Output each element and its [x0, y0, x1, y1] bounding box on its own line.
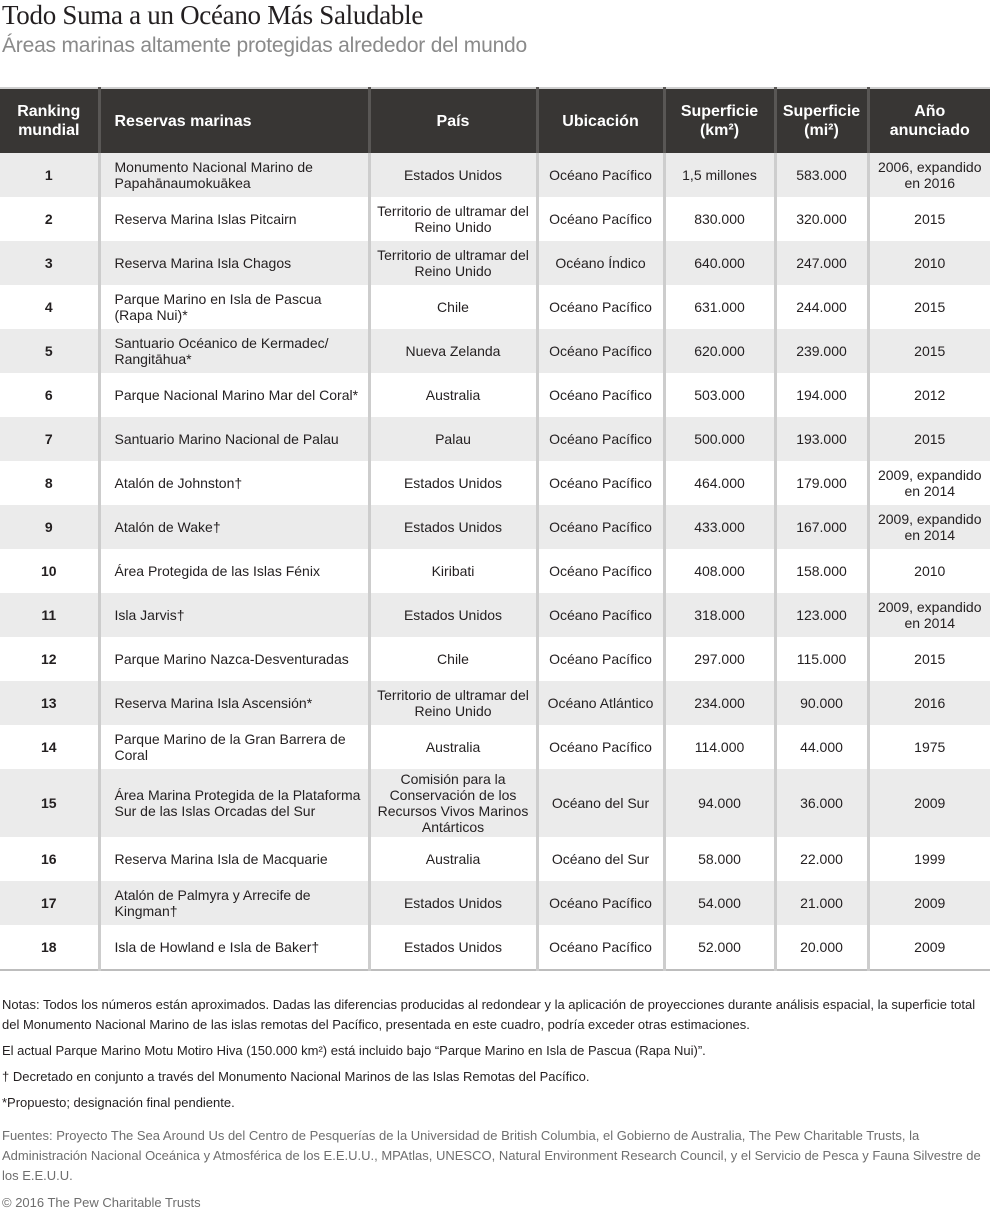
cell-year: 2016	[868, 681, 990, 725]
cell-year: 2009	[868, 925, 990, 970]
cell-country: Estados Unidos	[369, 461, 537, 505]
cell-area-mi2: 22.000	[775, 837, 868, 881]
cell-rank: 16	[0, 837, 99, 881]
cell-area-mi2: 167.000	[775, 505, 868, 549]
cell-country: Chile	[369, 285, 537, 329]
note-general: Notas: Todos los números están aproximados. Dadas las diferencias producidas al redondear y la aplicación de proyecciones durante análisis espacial, la superficie total del Monumento Nacional Marino de las islas remotas del Pacífico, presentada en este cuadro, podría exceder otras estimaciones.	[2, 997, 976, 1032]
cell-reserve-name: Atalón de Wake†	[99, 505, 369, 549]
cell-year: 2009	[868, 881, 990, 925]
table-row	[0, 197, 990, 241]
cell-location: Océano Pacífico	[537, 593, 664, 637]
cell-location: Océano Pacífico	[537, 197, 664, 241]
cell-rank: 9	[0, 505, 99, 549]
cell-location: Océano Pacífico	[537, 637, 664, 681]
cell-area-km2: 433.000	[664, 505, 775, 549]
column-header-rank: Ranking mundial	[0, 88, 99, 153]
cell-location: Océano Pacífico	[537, 153, 664, 197]
table-row	[0, 881, 990, 925]
cell-rank: 10	[0, 549, 99, 593]
cell-rank: 1	[0, 153, 99, 197]
cell-country: Estados Unidos	[369, 881, 537, 925]
cell-reserve-name: Isla de Howland e Isla de Baker†	[99, 925, 369, 970]
table-row	[0, 505, 990, 549]
table-body	[0, 153, 990, 970]
table-row	[0, 285, 990, 329]
cell-area-mi2: 158.000	[775, 549, 868, 593]
cell-location: Océano Pacífico	[537, 417, 664, 461]
cell-rank: 3	[0, 241, 99, 285]
cell-location: Océano Pacífico	[537, 925, 664, 970]
cell-year: 2009, expandido en 2014	[868, 505, 990, 549]
note-motu-motiro-hiva: El actual Parque Marino Motu Motiro Hiva (150.000 km²) está incluido bajo “Parque Marino en Isla de Pascua (Rapa Nui)”.	[2, 1043, 706, 1058]
cell-country: Estados Unidos	[369, 505, 537, 549]
cell-area-km2: 500.000	[664, 417, 775, 461]
cell-area-mi2: 123.000	[775, 593, 868, 637]
table-row	[0, 549, 990, 593]
cell-area-mi2: 36.000	[775, 769, 868, 837]
note-dagger: † Decretado en conjunto a través del Monumento Nacional Marinos de las Islas Remotas del Pacífico.	[2, 1069, 590, 1084]
cell-area-km2: 58.000	[664, 837, 775, 881]
cell-country: Territorio de ultramar del Reino Unido	[369, 681, 537, 725]
cell-area-mi2: 247.000	[775, 241, 868, 285]
cell-country: Australia	[369, 725, 537, 769]
cell-country: Estados Unidos	[369, 153, 537, 197]
cell-country: Nueva Zelanda	[369, 329, 537, 373]
cell-location: Océano Índico	[537, 241, 664, 285]
cell-country: Australia	[369, 373, 537, 417]
table-row	[0, 681, 990, 725]
cell-area-mi2: 244.000	[775, 285, 868, 329]
cell-location: Océano Pacífico	[537, 881, 664, 925]
cell-location: Océano Atlántico	[537, 681, 664, 725]
cell-area-mi2: 90.000	[775, 681, 868, 725]
marine-reserves-table	[0, 87, 990, 971]
cell-area-km2: 297.000	[664, 637, 775, 681]
cell-year: 2015	[868, 637, 990, 681]
cell-area-mi2: 115.000	[775, 637, 868, 681]
cell-reserve-name: Isla Jarvis†	[99, 593, 369, 637]
cell-reserve-name: Reserva Marina Isla de Macquarie	[99, 837, 369, 881]
cell-area-mi2: 583.000	[775, 153, 868, 197]
cell-location: Océano del Sur	[537, 769, 664, 837]
table-row	[0, 593, 990, 637]
cell-reserve-name: Reserva Marina Isla Chagos	[99, 241, 369, 285]
cell-rank: 6	[0, 373, 99, 417]
cell-year: 2015	[868, 329, 990, 373]
cell-reserve-name: Atalón de Johnston†	[99, 461, 369, 505]
cell-reserve-name: Parque Nacional Marino Mar del Coral*	[99, 373, 369, 417]
table-row	[0, 417, 990, 461]
column-header-area-mi2: Superficie (mi²)	[775, 88, 868, 153]
cell-year: 2009, expandido en 2014	[868, 593, 990, 637]
table-header	[0, 88, 990, 153]
cell-area-km2: 1,5 millones	[664, 153, 775, 197]
cell-country: Estados Unidos	[369, 925, 537, 970]
cell-rank: 4	[0, 285, 99, 329]
cell-country: Chile	[369, 637, 537, 681]
cell-location: Océano Pacífico	[537, 285, 664, 329]
cell-country: Comisión para la Conservación de los Recursos Vivos Marinos Antárticos	[369, 769, 537, 837]
cell-year: 2010	[868, 549, 990, 593]
cell-year: 2009, expandido en 2014	[868, 461, 990, 505]
table-row	[0, 769, 990, 837]
cell-area-mi2: 194.000	[775, 373, 868, 417]
cell-reserve-name: Área Marina Protegida de la Plataforma Sur de las Islas Orcadas del Sur	[99, 769, 369, 837]
cell-location: Océano Pacífico	[537, 725, 664, 769]
cell-year: 2015	[868, 285, 990, 329]
cell-area-km2: 94.000	[664, 769, 775, 837]
cell-area-km2: 620.000	[664, 329, 775, 373]
cell-rank: 5	[0, 329, 99, 373]
page-subtitle: Áreas marinas altamente protegidas alrededor del mundo	[2, 34, 528, 57]
cell-year: 2012	[868, 373, 990, 417]
cell-location: Océano Pacífico	[537, 373, 664, 417]
cell-reserve-name: Santuario Océanico de Kermadec/ Rangitāhua*	[99, 329, 369, 373]
page-title: Todo Suma a un Océano Más Saludable	[2, 0, 424, 30]
cell-location: Océano del Sur	[537, 837, 664, 881]
cell-reserve-name: Parque Marino de la Gran Barrera de Coral	[99, 725, 369, 769]
cell-area-km2: 52.000	[664, 925, 775, 970]
cell-rank: 12	[0, 637, 99, 681]
column-header-year: Año anunciado	[868, 88, 990, 153]
cell-year: 1999	[868, 837, 990, 881]
cell-rank: 17	[0, 881, 99, 925]
column-header-reserve: Reservas marinas	[99, 88, 369, 153]
cell-reserve-name: Santuario Marino Nacional de Palau	[99, 417, 369, 461]
cell-rank: 7	[0, 417, 99, 461]
cell-area-km2: 640.000	[664, 241, 775, 285]
cell-country: Estados Unidos	[369, 593, 537, 637]
cell-area-mi2: 179.000	[775, 461, 868, 505]
table-row	[0, 637, 990, 681]
cell-reserve-name: Área Protegida de las Islas Fénix	[99, 549, 369, 593]
sources-text: Fuentes: Proyecto The Sea Around Us del Centro de Pesquerías de la Universidad de British Columbia, el Gobierno de Australia, The Pew Charitable Trusts, la Administración Nacional Oceánica y Atmosférica de los E.E.U.U., MPAtlas, UNESCO, Natural Environment Research Council, y el Servicio de Pesca y Fauna Silvestre de los E.E.U.U.	[2, 1128, 981, 1183]
cell-area-km2: 114.000	[664, 725, 775, 769]
cell-reserve-name: Parque Marino en Isla de Pascua (Rapa Nui)*	[99, 285, 369, 329]
cell-year: 2015	[868, 197, 990, 241]
cell-rank: 11	[0, 593, 99, 637]
notes-section	[2, 995, 988, 1119]
table-row	[0, 241, 990, 285]
cell-area-km2: 54.000	[664, 881, 775, 925]
cell-country: Palau	[369, 417, 537, 461]
cell-area-mi2: 193.000	[775, 417, 868, 461]
cell-area-mi2: 44.000	[775, 725, 868, 769]
cell-area-km2: 830.000	[664, 197, 775, 241]
cell-location: Océano Pacífico	[537, 329, 664, 373]
copyright-text: © 2016 The Pew Charitable Trusts	[2, 1195, 201, 1210]
cell-reserve-name: Parque Marino Nazca-Desventuradas	[99, 637, 369, 681]
cell-location: Océano Pacífico	[537, 461, 664, 505]
cell-rank: 14	[0, 725, 99, 769]
table-row	[0, 153, 990, 197]
column-header-area-km2: Superficie (km²)	[664, 88, 775, 153]
cell-year: 2015	[868, 417, 990, 461]
cell-location: Océano Pacífico	[537, 505, 664, 549]
table-row	[0, 725, 990, 769]
cell-area-km2: 408.000	[664, 549, 775, 593]
cell-area-km2: 234.000	[664, 681, 775, 725]
cell-area-km2: 464.000	[664, 461, 775, 505]
cell-location: Océano Pacífico	[537, 549, 664, 593]
cell-rank: 2	[0, 197, 99, 241]
cell-year: 2009	[868, 769, 990, 837]
cell-area-km2: 318.000	[664, 593, 775, 637]
table-row	[0, 373, 990, 417]
cell-reserve-name: Monumento Nacional Marino de Papahānaumokuākea	[99, 153, 369, 197]
cell-year: 1975	[868, 725, 990, 769]
cell-area-km2: 631.000	[664, 285, 775, 329]
note-asterisk: *Propuesto; designación final pendiente.	[2, 1095, 235, 1110]
cell-reserve-name: Reserva Marina Isla Ascensión*	[99, 681, 369, 725]
cell-rank: 13	[0, 681, 99, 725]
cell-rank: 18	[0, 925, 99, 970]
cell-country: Territorio de ultramar del Reino Unido	[369, 241, 537, 285]
table-row	[0, 329, 990, 373]
header-row	[0, 88, 990, 153]
table-row	[0, 461, 990, 505]
cell-country: Australia	[369, 837, 537, 881]
cell-area-mi2: 320.000	[775, 197, 868, 241]
cell-rank: 15	[0, 769, 99, 837]
cell-year: 2006, expandido en 2016	[868, 153, 990, 197]
cell-country: Kiribati	[369, 549, 537, 593]
column-header-country: País	[369, 88, 537, 153]
cell-area-mi2: 21.000	[775, 881, 868, 925]
cell-area-km2: 503.000	[664, 373, 775, 417]
table-row	[0, 925, 990, 970]
cell-year: 2010	[868, 241, 990, 285]
cell-reserve-name: Reserva Marina Islas Pitcairn	[99, 197, 369, 241]
cell-area-mi2: 20.000	[775, 925, 868, 970]
cell-rank: 8	[0, 461, 99, 505]
cell-area-mi2: 239.000	[775, 329, 868, 373]
cell-country: Territorio de ultramar del Reino Unido	[369, 197, 537, 241]
cell-reserve-name: Atalón de Palmyra y Arrecife de Kingman†	[99, 881, 369, 925]
column-header-location: Ubicación	[537, 88, 664, 153]
table-row	[0, 837, 990, 881]
